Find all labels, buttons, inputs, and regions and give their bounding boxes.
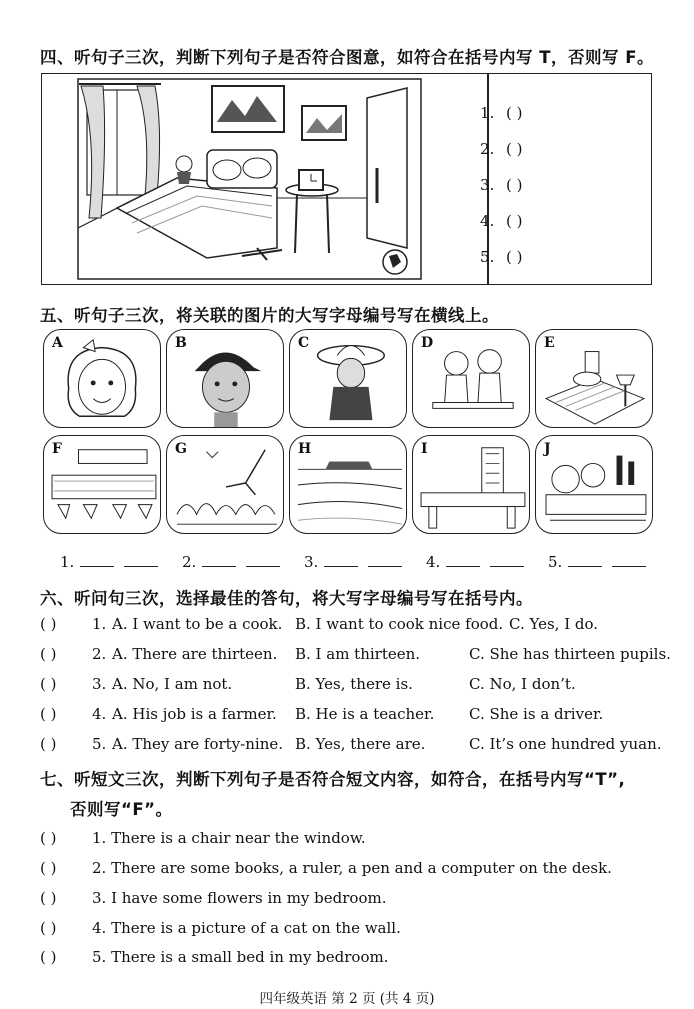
blank-5[interactable] bbox=[548, 553, 670, 571]
s6-question-2 bbox=[40, 645, 671, 665]
tile-f-shop bbox=[43, 435, 161, 534]
question-number: 5. bbox=[92, 735, 107, 753]
tile-letter: D bbox=[421, 335, 434, 351]
answer-number: 3. bbox=[480, 176, 495, 194]
s7-item-4 bbox=[40, 919, 401, 939]
section-5-blanks bbox=[60, 553, 670, 571]
tile-e-bathroom bbox=[535, 329, 653, 428]
option-c: C. She is a driver. bbox=[469, 705, 604, 723]
answer-number: 4. bbox=[480, 212, 495, 230]
tile-g-garden bbox=[166, 435, 284, 534]
answer-paren[interactable]: ( ) bbox=[40, 705, 57, 723]
s6-question-4 bbox=[40, 705, 660, 725]
blank-line[interactable] bbox=[490, 554, 524, 567]
blank-line[interactable] bbox=[368, 554, 402, 567]
s4-answer-3[interactable] bbox=[480, 176, 566, 194]
blank-line[interactable] bbox=[324, 554, 358, 567]
blank-line[interactable] bbox=[202, 554, 236, 567]
question-number: 3. bbox=[92, 675, 107, 693]
statement-text: 5. There is a small bed in my bedroom. bbox=[92, 948, 389, 966]
statement-text: 4. There is a picture of a cat on the wall. bbox=[92, 919, 401, 937]
tile-c-farmer bbox=[289, 329, 407, 428]
tile-letter: G bbox=[175, 441, 187, 457]
answer-number: 1. bbox=[480, 104, 495, 122]
answer-paren: ( ) bbox=[506, 104, 523, 122]
question-number: 2. bbox=[92, 645, 107, 663]
blank-line[interactable] bbox=[612, 554, 646, 567]
blank-number: 3. bbox=[304, 553, 319, 571]
option-a: A. I want to be a cook. bbox=[112, 615, 283, 633]
s7-item-2 bbox=[40, 859, 612, 879]
tile-h-river bbox=[289, 435, 407, 534]
option-c: C. No, I don’t. bbox=[469, 675, 576, 693]
answer-number: 2. bbox=[480, 140, 495, 158]
tile-b-boy-cap bbox=[166, 329, 284, 428]
answer-paren[interactable]: ( ) bbox=[40, 919, 57, 937]
tile-letter: J bbox=[544, 441, 551, 457]
tile-i-building bbox=[412, 435, 530, 534]
tile-letter: H bbox=[298, 441, 312, 457]
s4-answer-2[interactable] bbox=[480, 140, 566, 158]
answer-number: 5. bbox=[480, 248, 495, 266]
option-c: C. It’s one hundred yuan. bbox=[469, 735, 662, 753]
answer-paren: ( ) bbox=[506, 212, 523, 230]
answer-paren: ( ) bbox=[506, 140, 523, 158]
s4-answer-4[interactable] bbox=[480, 212, 566, 230]
option-a: A. His job is a farmer. bbox=[112, 705, 277, 723]
s4-answer-1[interactable] bbox=[480, 104, 566, 122]
blank-number: 1. bbox=[60, 553, 75, 571]
blank-line[interactable] bbox=[246, 554, 280, 567]
answer-paren: ( ) bbox=[506, 248, 523, 266]
option-b: B. Yes, there is. bbox=[295, 675, 413, 693]
answer-paren[interactable]: ( ) bbox=[40, 829, 57, 847]
page-footer: 四年级英语 第 2 页 (共 4 页) bbox=[259, 991, 435, 1007]
tile-letter: C bbox=[298, 335, 310, 351]
bedroom-illustration bbox=[77, 78, 422, 280]
tile-letter: E bbox=[544, 335, 555, 351]
s6-question-1 bbox=[40, 615, 660, 635]
blank-number: 5. bbox=[548, 553, 563, 571]
option-c: C. Yes, I do. bbox=[509, 615, 599, 633]
section-4-title: 四、听句子三次，判断下列句子是否符合图意，如符合在括号内写 T，否则写 F。 bbox=[40, 48, 655, 67]
tile-a-girl bbox=[43, 329, 161, 428]
statement-text: 1. There is a chair near the window. bbox=[92, 829, 366, 847]
option-b: B. I want to cook nice food. bbox=[295, 615, 504, 633]
factory-icon bbox=[536, 436, 652, 533]
answer-paren: ( ) bbox=[506, 176, 523, 194]
answer-paren[interactable]: ( ) bbox=[40, 948, 57, 966]
answer-paren[interactable]: ( ) bbox=[40, 889, 57, 907]
option-c: C. She has thirteen pupils. bbox=[469, 645, 671, 663]
building-icon bbox=[413, 436, 529, 533]
s7-item-3 bbox=[40, 889, 386, 909]
blank-line[interactable] bbox=[124, 554, 158, 567]
tile-letter: B bbox=[175, 335, 187, 351]
answer-paren[interactable]: ( ) bbox=[40, 645, 57, 663]
option-b: B. I am thirteen. bbox=[295, 645, 421, 663]
s7-item-1 bbox=[40, 829, 366, 849]
option-b: B. He is a teacher. bbox=[295, 705, 435, 723]
answer-paren[interactable]: ( ) bbox=[40, 735, 57, 753]
tile-letter: A bbox=[52, 335, 63, 351]
answer-paren[interactable]: ( ) bbox=[40, 615, 57, 633]
section-5-title: 五、听句子三次，将关联的图片的大写字母编号写在横线上。 bbox=[40, 306, 499, 325]
tile-letter: I bbox=[421, 441, 428, 457]
tile-j-factory bbox=[535, 435, 653, 534]
blank-line[interactable] bbox=[446, 554, 480, 567]
s7-item-5 bbox=[40, 948, 388, 968]
question-number: 4. bbox=[92, 705, 107, 723]
option-a: A. There are thirteen. bbox=[112, 645, 278, 663]
option-a: A. They are forty-nine. bbox=[112, 735, 283, 753]
blank-line[interactable] bbox=[568, 554, 602, 567]
question-number: 1. bbox=[92, 615, 107, 633]
s6-question-5 bbox=[40, 735, 660, 755]
section-7-title-cont: 否则写“F”。 bbox=[70, 800, 173, 819]
blank-2[interactable] bbox=[182, 553, 304, 571]
blank-number: 4. bbox=[426, 553, 441, 571]
statement-text: 2. There are some books, a ruler, a pen and a computer on the desk. bbox=[92, 859, 612, 877]
option-b: B. Yes, there are. bbox=[295, 735, 426, 753]
blank-3[interactable] bbox=[304, 553, 426, 571]
statement-text: 3. I have some flowers in my bedroom. bbox=[92, 889, 387, 907]
answer-paren[interactable]: ( ) bbox=[40, 675, 57, 693]
section-7-title: 七、听短文三次，判断下列句子是否符合短文内容，如符合，在括号内写“T”, bbox=[40, 770, 626, 789]
answer-paren[interactable]: ( ) bbox=[40, 859, 57, 877]
tile-d-two-girls bbox=[412, 329, 530, 428]
option-a: A. No, I am not. bbox=[112, 675, 233, 693]
blank-4[interactable] bbox=[426, 553, 548, 571]
blank-1[interactable] bbox=[60, 553, 182, 571]
blank-number: 2. bbox=[182, 553, 197, 571]
tile-letter: F bbox=[52, 441, 62, 457]
section-6-title: 六、听问句三次，选择最佳的答句，将大写字母编号写在括号内。 bbox=[40, 589, 533, 608]
s4-answer-5[interactable] bbox=[480, 248, 566, 266]
s6-question-3 bbox=[40, 675, 660, 695]
blank-line[interactable] bbox=[80, 554, 114, 567]
